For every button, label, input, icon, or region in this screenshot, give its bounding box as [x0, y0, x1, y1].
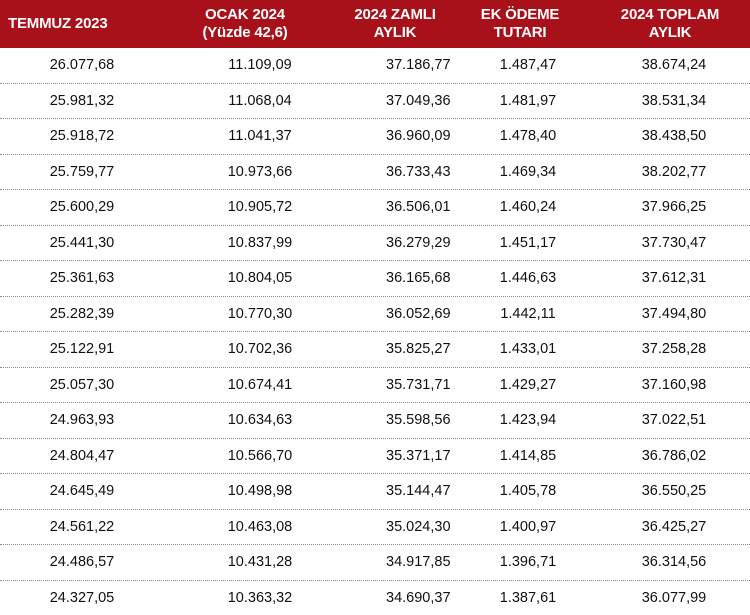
table-cell: 36.550,25 [641, 483, 707, 500]
table-cell: 36.077,99 [641, 589, 707, 606]
table-cell: 1.429,27 [499, 376, 557, 393]
table-cell: 10.566,70 [227, 447, 293, 464]
table-cell: 10.770,30 [227, 305, 293, 322]
header-2024-toplam-aylik [590, 0, 750, 48]
table-cell: 36.733,43 [386, 163, 451, 180]
table-row [0, 48, 750, 84]
table-cell: 10.905,72 [227, 199, 293, 216]
table-cell: 37.258,28 [641, 341, 707, 358]
table-row [0, 226, 750, 262]
table-cell: 37.049,36 [386, 92, 451, 109]
header-line: TEMMUZ 2023 [8, 15, 108, 32]
table-body [0, 48, 750, 615]
table-row [0, 155, 750, 191]
table-cell: 10.634,63 [227, 412, 293, 429]
table-cell: 1.446,63 [499, 270, 557, 287]
table-cell: 26.077,68 [49, 57, 115, 74]
table-cell: 36.960,09 [386, 128, 451, 145]
table-cell: 35.371,17 [386, 447, 451, 464]
table-cell: 35.144,47 [386, 483, 451, 500]
table-cell: 10.702,36 [227, 341, 293, 358]
table-cell: 38.438,50 [641, 128, 707, 145]
table-cell: 10.363,32 [227, 589, 293, 606]
table-cell: 37.160,98 [641, 376, 707, 393]
table-cell: 25.759,77 [49, 163, 115, 180]
table-cell: 25.057,30 [49, 376, 115, 393]
table-cell: 37.022,51 [641, 412, 707, 429]
table-cell: 37.730,47 [641, 234, 707, 251]
table-cell: 36.279,29 [386, 234, 451, 251]
table-cell: 10.498,98 [227, 483, 293, 500]
table-cell: 38.531,34 [641, 92, 707, 109]
table-cell: 38.202,77 [641, 163, 707, 180]
table-row [0, 368, 750, 404]
table-cell: 25.441,30 [49, 234, 115, 251]
table-cell: 36.052,69 [386, 305, 451, 322]
table-cell: 25.918,72 [49, 128, 115, 145]
table-cell: 1.481,97 [499, 92, 557, 109]
header-line: AYLIK [373, 24, 417, 41]
table-cell: 11.109,09 [228, 57, 292, 74]
table-cell: 24.804,47 [49, 447, 115, 464]
table-cell: 11.068,04 [228, 92, 292, 109]
table-cell: 37.612,31 [641, 270, 707, 287]
header-line: AYLIK [648, 24, 692, 41]
table-row [0, 474, 750, 510]
table-cell: 35.024,30 [386, 518, 451, 535]
header-line: 2024 TOPLAM [620, 6, 720, 23]
table-cell: 1.433,01 [499, 341, 557, 358]
table-cell: 36.425,27 [641, 518, 707, 535]
table-cell: 1.405,78 [499, 483, 557, 500]
table-cell: 35.825,27 [386, 341, 451, 358]
table-cell: 36.314,56 [641, 554, 707, 571]
table-cell: 1.460,24 [499, 199, 557, 216]
table-header [0, 0, 750, 48]
table-cell: 1.414,85 [499, 447, 557, 464]
table-cell: 10.463,08 [227, 518, 293, 535]
header-line: OCAK 2024 [205, 6, 285, 23]
table-cell: 37.494,80 [641, 305, 707, 322]
table-row [0, 261, 750, 297]
table-cell: 25.981,32 [49, 92, 115, 109]
table-cell: 1.478,40 [499, 128, 557, 145]
table-cell: 1.487,47 [499, 57, 557, 74]
table-cell: 24.645,49 [49, 483, 115, 500]
table-row [0, 119, 750, 155]
table-cell: 1.387,61 [499, 589, 557, 606]
header-2024-zamli-aylik [340, 0, 450, 48]
table-row [0, 439, 750, 475]
table-cell: 24.486,57 [49, 554, 115, 571]
table-cell: 24.963,93 [49, 412, 115, 429]
table-cell: 36.165,68 [386, 270, 451, 287]
table-cell: 10.804,05 [227, 270, 293, 287]
table-row [0, 84, 750, 120]
table-cell: 25.282,39 [49, 305, 115, 322]
header-line: EK ÖDEME [480, 6, 560, 23]
table-cell: 10.674,41 [227, 376, 293, 393]
table-cell: 35.731,71 [386, 376, 451, 393]
table-row [0, 297, 750, 333]
table-row [0, 403, 750, 439]
table-cell: 25.600,29 [49, 199, 115, 216]
header-ek-odeme-tutari [450, 0, 590, 48]
table-cell: 34.690,37 [386, 589, 451, 606]
table-cell: 24.327,05 [49, 589, 115, 606]
table-cell: 37.966,25 [641, 199, 707, 216]
table-cell: 1.469,34 [499, 163, 557, 180]
header-line: 2024 ZAMLI [354, 6, 436, 23]
table-cell: 1.451,17 [499, 234, 557, 251]
table-cell: 25.122,91 [49, 341, 115, 358]
table-cell: 1.400,97 [499, 518, 557, 535]
table-cell: 25.361,63 [49, 270, 115, 287]
table-cell: 24.561,22 [49, 518, 115, 535]
header-ocak-2024 [150, 0, 340, 48]
table-row [0, 581, 750, 615]
table-row [0, 510, 750, 546]
table-row [0, 190, 750, 226]
table-row [0, 332, 750, 368]
table-cell: 36.786,02 [641, 447, 707, 464]
table-cell: 34.917,85 [386, 554, 451, 571]
header-line: (Yüzde 42,6) [202, 24, 288, 41]
table-row [0, 545, 750, 581]
table-cell: 10.837,99 [227, 234, 293, 251]
table-cell: 10.431,28 [227, 554, 293, 571]
table-cell: 38.674,24 [641, 57, 707, 74]
table-cell: 1.396,71 [499, 554, 557, 571]
table-cell: 35.598,56 [386, 412, 451, 429]
header-line: TUTARI [493, 24, 547, 41]
table-cell: 10.973,66 [227, 163, 293, 180]
table-cell: 36.506,01 [386, 199, 451, 216]
table-cell: 11.041,37 [228, 128, 292, 145]
table-cell: 1.423,94 [499, 412, 557, 429]
table-cell: 1.442,11 [500, 305, 556, 322]
table-cell: 37.186,77 [386, 57, 451, 74]
header-temmuz-2023 [0, 0, 150, 48]
